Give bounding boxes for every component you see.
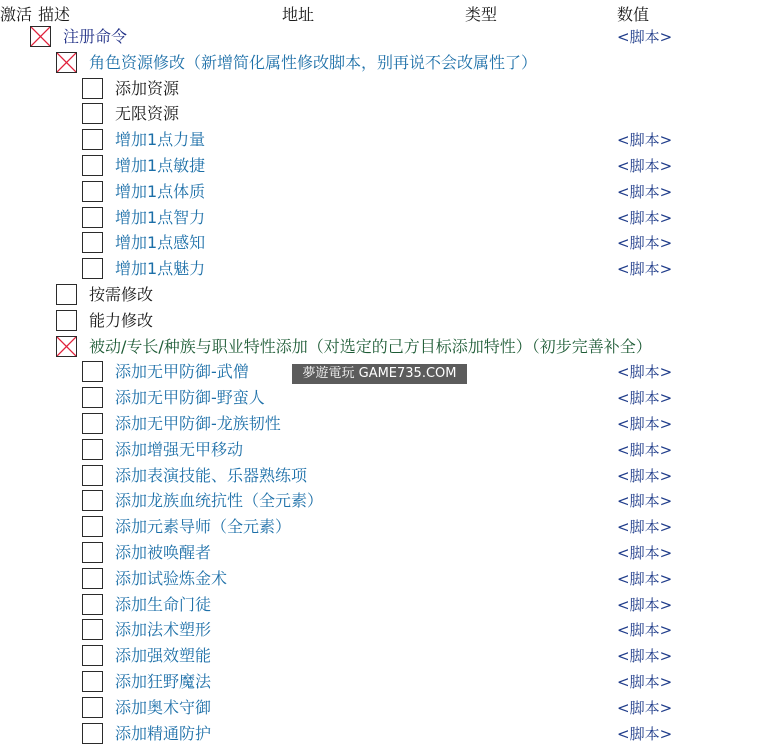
entry-description: 增加1点敏捷 [115,156,206,175]
entry-value: <脚本> [617,466,673,485]
active-checkbox[interactable] [56,336,77,357]
entry-description: 增加1点体质 [115,181,206,201]
header-description[interactable]: 描述 [38,5,71,24]
active-checkbox[interactable] [82,103,103,124]
table-row[interactable] [0,411,763,437]
active-checkbox[interactable] [82,232,103,253]
entry-value: <脚本> [617,363,673,382]
entry-value: <脚本> [617,157,673,175]
active-checkbox[interactable] [30,26,51,47]
entry-description: 添加无甲防御-武僧 [115,362,249,382]
active-checkbox[interactable] [82,490,103,511]
table-row[interactable] [0,643,763,669]
watermark: 夢遊電玩 GAME735.COM [292,364,467,384]
active-checkbox[interactable] [82,155,103,176]
entry-description: 被动/专长/种族与职业特性添加（对选定的己方目标添加特性）（初步完善补全） [89,336,652,356]
entry-description: 添加试验炼金术 [115,568,228,588]
entry-description: 添加精通防护 [115,723,212,743]
header-value[interactable]: 数值 [617,5,650,24]
cross-mark-icon [57,337,76,356]
table-row[interactable] [0,463,763,489]
entry-description: 添加无甲防御-野蛮人 [115,388,265,408]
entry-value: <脚本> [617,647,673,666]
active-checkbox[interactable] [82,697,103,718]
active-checkbox[interactable] [82,542,103,563]
entry-value: <脚本> [617,260,673,279]
entry-description: 添加法术塑形 [115,620,212,640]
table-row[interactable] [0,256,763,282]
entry-value: <脚本> [617,673,673,691]
active-checkbox[interactable] [82,723,103,744]
entry-value: <脚本> [617,389,673,408]
table-row[interactable] [0,540,763,566]
entry-value: <脚本> [617,518,673,537]
table-row[interactable] [0,488,763,514]
table-row[interactable] [0,669,763,695]
entry-description: 添加奥术守御 [115,697,212,717]
active-checkbox[interactable] [82,619,103,640]
entry-value: <脚本> [617,492,673,511]
entry-description: 添加资源 [115,78,180,98]
active-checkbox[interactable] [82,594,103,615]
table-row[interactable] [0,101,763,127]
table-row[interactable] [0,282,763,308]
entry-description: 添加被唤醒者 [115,543,212,562]
table-row[interactable] [0,76,763,102]
active-checkbox[interactable] [82,207,103,228]
table-row[interactable] [0,617,763,643]
table-row[interactable] [0,205,763,231]
entry-value: <脚本> [617,415,673,433]
table-row[interactable] [0,721,763,747]
entry-description: 按需修改 [89,285,154,304]
table-row[interactable] [0,437,763,463]
entry-value: <脚本> [617,234,673,253]
table-row[interactable] [0,127,763,153]
active-checkbox[interactable] [82,361,103,382]
entry-description: 添加表演技能、乐器熟练项 [115,465,308,485]
active-checkbox[interactable] [82,78,103,99]
entry-description: 注册命令 [63,27,128,46]
table-row[interactable] [0,566,763,592]
active-checkbox[interactable] [82,258,103,279]
entry-value: <脚本> [617,621,673,640]
active-checkbox[interactable] [82,129,103,150]
entry-value: <脚本> [617,595,673,614]
active-checkbox[interactable] [56,310,77,331]
table-row[interactable] [0,695,763,721]
entry-description: 添加增强无甲移动 [115,439,244,459]
entry-description: 添加狂野魔法 [115,672,212,691]
entry-description: 增加1点力量 [115,130,206,150]
entry-description: 添加强效塑能 [115,646,212,666]
active-checkbox[interactable] [56,52,77,73]
entry-value: <脚本> [617,208,673,227]
active-checkbox[interactable] [56,284,77,305]
entry-value: <脚本> [617,182,673,201]
entry-value: <脚本> [617,724,673,743]
entry-value: <脚本> [617,28,673,46]
active-checkbox[interactable] [82,465,103,486]
active-checkbox[interactable] [82,413,103,434]
active-checkbox[interactable] [82,516,103,537]
entry-description: 能力修改 [89,310,154,330]
entry-description: 增加1点感知 [115,233,206,253]
active-checkbox[interactable] [82,439,103,460]
header-address[interactable]: 地址 [282,5,315,24]
header-type[interactable]: 类型 [465,5,498,24]
active-checkbox[interactable] [82,181,103,202]
cross-mark-icon [57,53,76,72]
entry-description: 增加1点魅力 [115,259,206,279]
entry-description: 添加元素导师（全元素） [115,517,292,537]
table-row[interactable] [0,153,763,179]
active-checkbox[interactable] [82,671,103,692]
column-header [0,0,763,26]
entry-value: <脚本> [617,440,673,459]
entry-description: 添加无甲防御-龙族韧性 [115,414,281,433]
entry-description: 增加1点智力 [115,207,206,227]
entry-value: <脚本> [617,544,673,562]
table-row[interactable] [0,308,763,334]
table-row[interactable] [0,592,763,618]
table-row[interactable] [0,24,763,50]
table-row[interactable] [0,385,763,411]
table-row[interactable] [0,334,763,360]
active-checkbox[interactable] [82,568,103,589]
table-row[interactable] [0,179,763,205]
entry-description: 添加生命门徒 [115,594,212,614]
entry-description: 角色资源修改（新增简化属性修改脚本，别再说不会改属性了） [89,52,538,72]
entry-description: 添加龙族血统抗性（全元素） [115,491,324,511]
table-row[interactable] [0,230,763,256]
table-row[interactable] [0,514,763,540]
entry-description: 无限资源 [115,104,180,124]
entry-value: <脚本> [617,569,673,588]
active-checkbox[interactable] [82,387,103,408]
active-checkbox[interactable] [82,645,103,666]
header-active[interactable]: 激活 [0,5,33,24]
entry-value: <脚本> [617,698,673,717]
cross-mark-icon [31,27,50,46]
table-row[interactable] [0,50,763,76]
entry-value: <脚本> [617,131,673,150]
